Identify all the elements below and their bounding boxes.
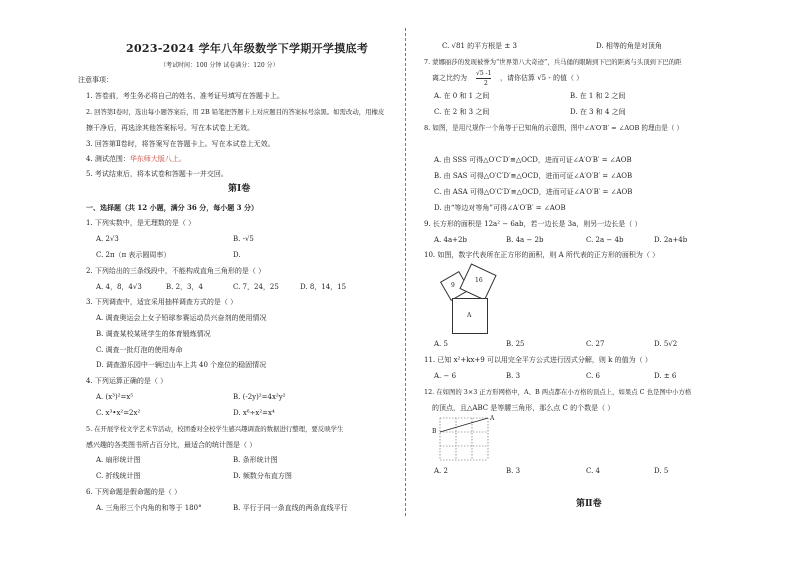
q1-opt-c: C. 2π（π 表示圆周率） (96, 251, 171, 259)
q5-stem-cont: 感兴趣的各类图书所占百分比，最适合的统计图是（ ） (86, 441, 257, 449)
q11-opt-b: B. 3 (506, 372, 521, 380)
label-9: 9 (451, 282, 455, 289)
test-range: 华东师大版八上。 (129, 155, 186, 163)
q6-opt-b: B. 平行于同一条直线的两条直线平行 (233, 504, 348, 512)
q4-opt-a: A. (x³)²=x⁵ (96, 393, 134, 401)
q2-opt-d: D. 8，14，15 (300, 283, 347, 291)
q12-stem-b: 的顶点，且△ABC 是等腰三角形，那么点 C 的个数是（ ） (432, 404, 615, 412)
q7-opt-d: D. 在 3 和 4 之间 (570, 108, 626, 116)
q7-opt-c: C. 在 2 和 3 之间 (434, 108, 490, 116)
q7-fraction-num: √5 -1 (476, 70, 492, 77)
q1-opt-d: D. (233, 251, 241, 259)
label-16: 16 (475, 277, 483, 284)
q4-opt-b: B. (-2y)²=4x²y² (233, 393, 286, 401)
q9-opt-c: C. 2a − 4b (586, 236, 624, 244)
q7-opt-a: A. 在 0 和 1 之间 (434, 92, 490, 100)
q9-stem: 9. 长方形的面积是 12a² − 6ab，若一边长是 3a，则另一边长是（ ） (424, 220, 642, 228)
q12-stem: 12. 在如图的 3×3 正方形网格中，A、B 两点都在小方格的顶点上，如果点 C 也是图中小方格 (424, 388, 692, 396)
q6-opt-c: C. √81 的平方根是 ± 3 (442, 42, 517, 50)
q8-opt-a: A. 由 SSS 可得△O′C′D′≌△OCD，进而可证∠A′O′B′ = ∠AOB (434, 156, 632, 164)
q10-opt-a: A. 5 (434, 340, 448, 348)
q5-opt-a: A. 扇形统计图 (96, 456, 141, 464)
q3-opt-b: B. 调查某校某班学生的体育锻炼情况 (96, 330, 211, 338)
q3-stem: 3. 下列调查中，适宜采用抽样调查方式的是（ ） (86, 298, 238, 306)
q1-opt-b: B. -√5 (233, 235, 254, 243)
q5-opt-b: B. 条形统计图 (233, 456, 278, 464)
q2-opt-c: C. 7，24，25 (233, 283, 279, 291)
q10-opt-b: B. 25 (506, 340, 525, 348)
label-a: A (467, 312, 472, 319)
q2-opt-a: A. 4，8，4√3 (96, 283, 142, 291)
q5-stem: 5. 在开展学校文学艺术节活动，校团委对全校学生感兴趣调查的数据进行整理，要反映学生 (86, 425, 344, 433)
q7-stem: 7. 蒙娜丽莎的发现被誉为“世界第八大奇迹”，兵马俑的眼睛到下巴的距离与头顶到下巴的距 (424, 58, 682, 66)
q8-opt-d: D. 由“等边对等角”可得∠A′O′B′ = ∠AOB (434, 204, 566, 212)
exam-title: 2023-2024 学年八年级数学下学期开学摸底考 (126, 42, 369, 55)
part2-title: 第Ⅱ卷 (576, 499, 602, 509)
q10-opt-c: C. 27 (586, 340, 605, 348)
notes-heading: 注意事项： (78, 76, 113, 84)
q12-grid-figure (432, 416, 494, 462)
q11-stem: 11. 已知 x²+kx+9 可以用完全平方公式进行因式分解，则 k 的值为（ ） (424, 356, 652, 364)
point-a-label: A (490, 415, 495, 422)
column-divider (405, 28, 406, 516)
q8-stem: 8. 如图，是用尺规作一个角等于已知角的示意图，图中∠A′O′B′ = ∠AOB 的理由是（ ） (424, 124, 684, 132)
q7-fraction-den: 2 (484, 80, 488, 87)
note-4-label: 4. 测试范围： (86, 155, 130, 163)
note-1: 1. 答卷前，考生务必将自己的姓名、准考证号填写在答题卡上。 (86, 92, 284, 100)
q6-opt-d: D. 相等的角是对顶角 (596, 42, 662, 50)
q11-opt-a: A. − 6 (434, 372, 457, 380)
q12-opt-a: A. 2 (434, 467, 448, 475)
q7-stem-c: ，请你估算 √5 - 的值（ ） (500, 74, 584, 82)
note-2: 2. 回答第Ⅰ卷时，选出每小题答案后，用 2B 铅笔把答题卡上对应题目的答案标号涂黑。如需改动，用橡皮 (86, 108, 385, 116)
q6-opt-a: A. 三角形三个内角的和等于 180° (96, 504, 202, 512)
q12-opt-c: C. 4 (586, 467, 601, 475)
q10-opt-d: D. 5√2 (654, 340, 678, 348)
q1-stem: 1. 下列实数中，是无理数的是（ ） (86, 219, 196, 227)
q7-stem-b: 离之比约为 (432, 74, 467, 82)
q9-opt-b: B. 4a − 2b (506, 236, 544, 244)
q10-figure (436, 262, 506, 338)
q9-opt-d: D. 2a+4b (654, 236, 688, 244)
q4-opt-c: C. x³•x²=2x² (96, 409, 141, 417)
note-2-cont: 擦干净后，再选涂其他答案标号。写在本试卷上无效。 (86, 124, 254, 132)
q9-opt-a: A. 4a+2b (434, 236, 467, 244)
q5-opt-d: D. 频数分布直方图 (233, 472, 292, 480)
q11-opt-d: D. ± 6 (654, 372, 677, 380)
q5-opt-c: C. 折线统计图 (96, 472, 141, 480)
q1-opt-a: A. 2√3 (96, 235, 119, 243)
q12-opt-b: B. 3 (506, 467, 521, 475)
exam-subtitle: （考试时间：100 分钟 试卷满分：120 分） (160, 62, 279, 69)
q7-opt-b: B. 在 1 和 2 之间 (570, 92, 626, 100)
section1-heading: 一、选择题（共 12 小题，满分 36 分，每小题 3 分） (86, 203, 258, 212)
q4-stem: 4. 下列运算正确的是（ ） (86, 377, 168, 385)
part1-title: 第Ⅰ卷 (228, 184, 251, 194)
q12-grid (432, 416, 494, 462)
q8-opt-b: B. 由 SAS 可得△O′C′D′≌△OCD，进而可证∠A′O′B′ = ∠AOB (434, 172, 633, 180)
q11-opt-c: C. 6 (586, 372, 601, 380)
q8-opt-c: C. 由 ASA 可得△O′C′D′≌△OCD，进而可证∠A′O′B′ = ∠AOB (434, 188, 633, 196)
q3-opt-d: D. 调查游乐园中一辆过山车上共 40 个座位的稳固情况 (96, 361, 267, 369)
note-5: 5. 考试结束后，将本试卷和答题卡一并交回。 (86, 170, 228, 178)
q3-opt-c: C. 调查一批灯泡的使用寿命 (96, 346, 183, 354)
note-4 (86, 155, 186, 164)
q12-opt-d: D. 5 (654, 467, 669, 475)
q10-stem: 10. 如图，数字代表所在正方形的面积，则 A 所代表的正方形的面积为（ ） (424, 251, 660, 259)
q3-opt-a: A. 调查奥运会上女子铅球参赛运动员兴奋剂的使用情况 (96, 314, 267, 322)
note-3: 3. 回答第Ⅱ卷时，将答案写在答题卡上。写在本试卷上无效。 (86, 140, 275, 148)
q2-opt-b: B. 2，3，4 (166, 283, 203, 291)
q2-stem: 2. 下列给出的三条线段中，不能构成直角三角形的是（ ） (86, 267, 266, 275)
q6-stem: 6. 下列命题是假命题的是（ ） (86, 488, 182, 496)
q4-opt-d: D. x⁶÷x²=x⁴ (233, 409, 275, 417)
point-b-label: B (432, 428, 437, 435)
